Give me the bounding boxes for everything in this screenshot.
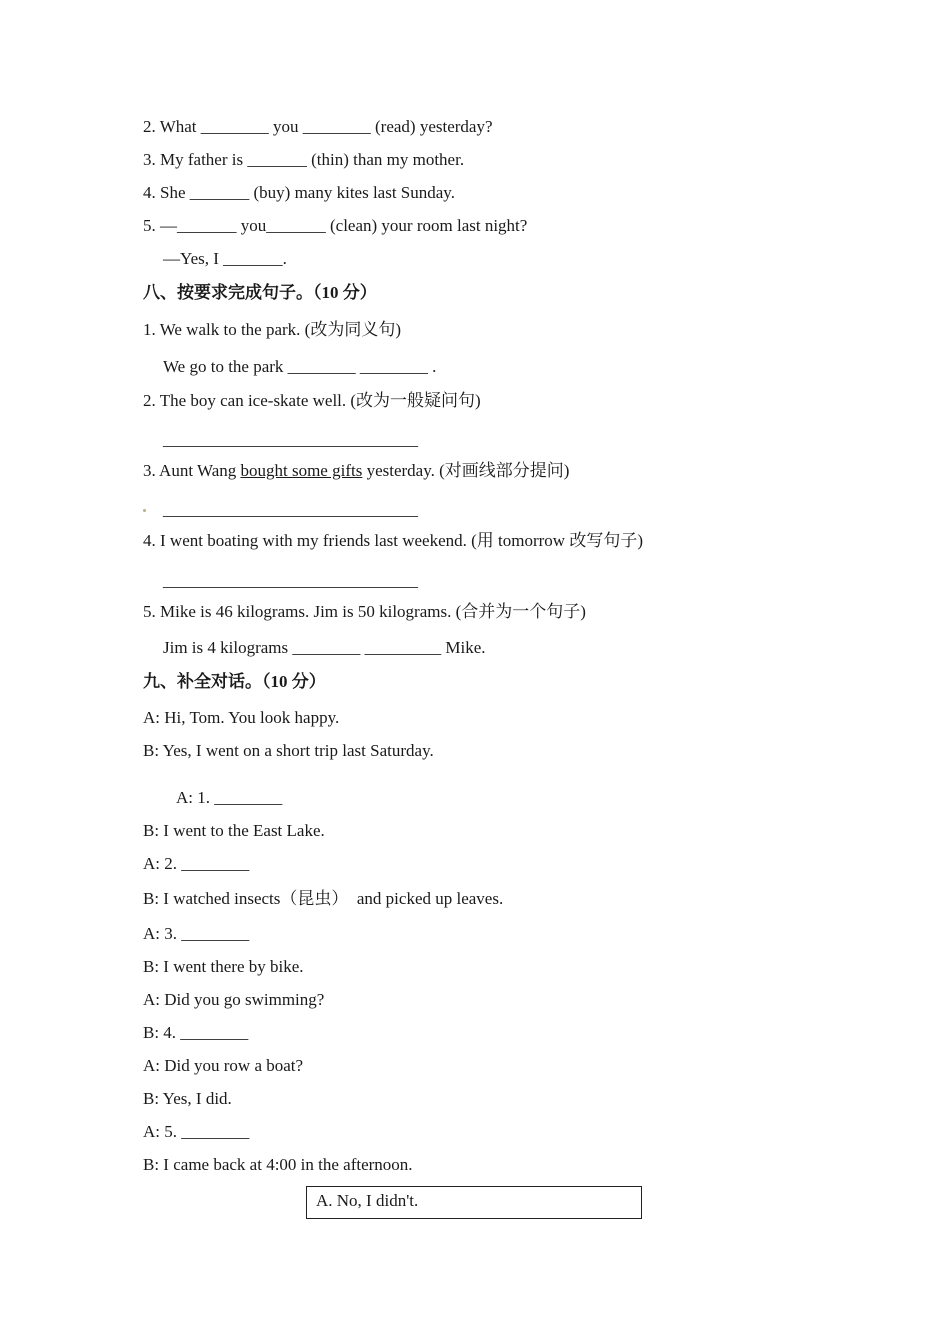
dialog-line: A: Hi, Tom. You look happy. (143, 708, 340, 727)
s8-question-4: 4. I went boating with my friends last weekend. (用 tomorrow 改写句子) (143, 531, 643, 550)
options-box (306, 1186, 642, 1219)
s8-question-3 (143, 461, 569, 481)
dialog-line: A: 3. ________ (143, 924, 250, 943)
dialog-line: A: 5. ________ (143, 1122, 250, 1141)
section-9-heading: 九、补全对话。（10 分） (143, 672, 326, 691)
s8-answer-1: We go to the park ________ ________ . (163, 357, 437, 376)
s8-question-1: 1. We walk to the park. (改为同义句) (143, 320, 401, 339)
dialog-line: B: I came back at 4:00 in the afternoon. (143, 1155, 413, 1174)
option-a: A. No, I didn't. (316, 1191, 419, 1210)
s8-question-3-pre: 3. Aunt Wang (143, 461, 241, 480)
s8-question-5: 5. Mike is 46 kilograms. Jim is 50 kilograms. (合并为一个句子) (143, 602, 586, 621)
s7-question-5-reply: —Yes, I _______. (163, 249, 287, 268)
dialog-line: B: I went to the East Lake. (143, 821, 325, 840)
s8-question-3-underlined: bought some gifts (240, 461, 363, 480)
section-8-heading: 八、按要求完成句子。（10 分） (143, 283, 377, 302)
s8-blank-3: ______________________________ (163, 500, 418, 519)
s8-question-2: 2. The boy can ice-skate well. (改为一般疑问句) (143, 391, 481, 410)
s8-answer-5: Jim is 4 kilograms ________ _________ Mike. (163, 638, 486, 657)
s7-question-4: 4. She _______ (buy) many kites last Sunday. (143, 183, 455, 202)
dialog-line: B: I watched insects（昆虫） and picked up leaves. (143, 889, 504, 908)
s8-blank-2: ______________________________ (163, 430, 418, 449)
stray-dot (143, 509, 146, 512)
dialog-line: A: Did you go swimming? (143, 990, 325, 1009)
s7-question-3: 3. My father is _______ (thin) than my mother. (143, 150, 465, 169)
s7-question-5: 5. —_______ you_______ (clean) your room last night? (143, 216, 528, 235)
s7-question-2: 2. What ________ you ________ (read) yesterday? (143, 117, 493, 136)
dialog-line: B: Yes, I did. (143, 1089, 232, 1108)
dialog-line: B: 4. ________ (143, 1023, 249, 1042)
dialog-line: A: 2. ________ (143, 854, 250, 873)
s8-blank-4: ______________________________ (163, 571, 418, 590)
dialog-line: B: Yes, I went on a short trip last Saturday. (143, 741, 434, 760)
dialog-line: B: I went there by bike. (143, 957, 304, 976)
dialog-line: A: 1. ________ (176, 788, 283, 807)
dialog-line: A: Did you row a boat? (143, 1056, 304, 1075)
s8-question-3-post: yesterday. (对画线部分提问) (362, 461, 570, 480)
